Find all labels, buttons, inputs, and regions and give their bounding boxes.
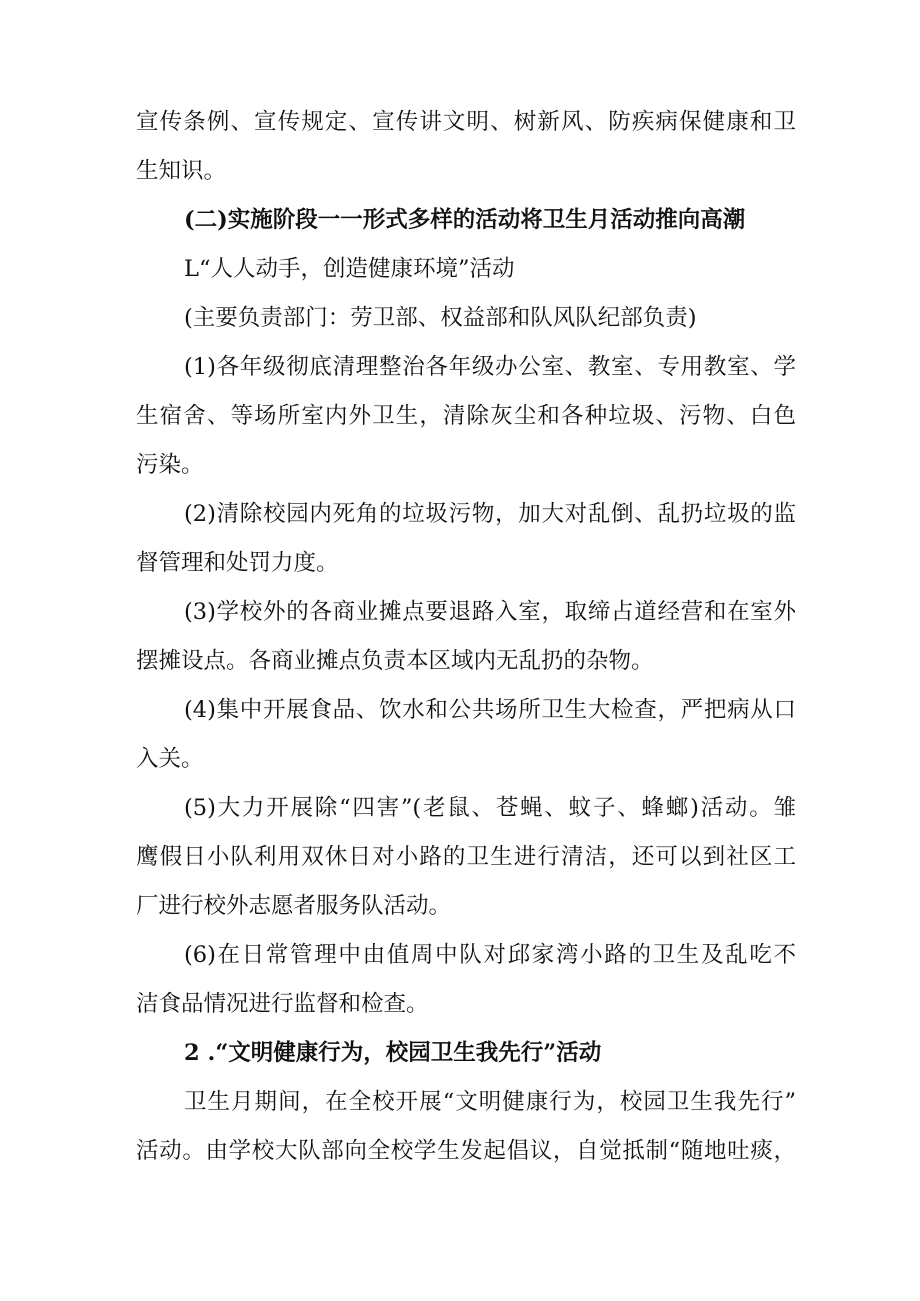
document-page	[136, 98, 796, 1176]
text-line: (4)集中开展食品、饮水和公共场所卫生大检查，严把病从口	[184, 697, 796, 723]
text-line: (2)清除校园内死角的垃圾污物，加大对乱倒、乱扔垃圾的监	[184, 501, 796, 527]
section-heading: (二)实施阶段一一形式多样的活动将卫生月活动推向高潮	[184, 207, 746, 233]
text-line: (5)大力开展除“四害”(老鼠、苍蝇、蚊子、蜂螂)活动。雏	[184, 795, 796, 821]
text-line: 宣传条例、宣传规定、宣传讲文明、树新风、防疾病保健康和卫	[136, 109, 796, 135]
text-line: (6)在日常管理中由值周中队对邱家湾小路的卫生及乱吃不	[184, 942, 796, 968]
text-line: (3)学校外的各商业摊点要退路入室，取缔占道经营和在室外	[184, 599, 796, 625]
text-line: 卫生月期间，在全校开展“文明健康行为，校园卫生我先行”	[184, 1089, 796, 1115]
text-line: (1)各年级彻底清理整治各年级办公室、教室、专用教室、学	[184, 354, 796, 380]
text-line: 摆摊设点。各商业摊点负责本区域内无乱扔的杂物。	[136, 648, 654, 674]
text-line: 鹰假日小队利用双休日对小路的卫生进行清洁，还可以到社区工	[136, 844, 796, 870]
text-line: 污染。	[136, 452, 204, 478]
subsection-heading: 2 .“文明健康行为，校园卫生我先行”活动	[184, 1040, 602, 1066]
text-line: 督管理和处罚力度。	[136, 550, 339, 576]
text-line: 厂进行校外志愿者服务队活动。	[136, 893, 452, 919]
text-line: (主要负责部门：劳卫部、权益部和队风队纪部负责)	[184, 305, 697, 331]
text-line: 洁食品情况进行监督和检查。	[136, 991, 429, 1017]
text-line: 生知识。	[136, 158, 227, 184]
text-line: 入关。	[136, 746, 204, 772]
text-line: 活动。由学校大队部向全校学生发起倡议，自觉抵制“随地吐痰，	[136, 1138, 796, 1164]
subsection-heading: L“人人动手，创造健康环境”活动	[184, 256, 515, 282]
text-line: 生宿舍、等场所室内外卫生，清除灰尘和各种垃圾、污物、白色	[136, 403, 796, 429]
